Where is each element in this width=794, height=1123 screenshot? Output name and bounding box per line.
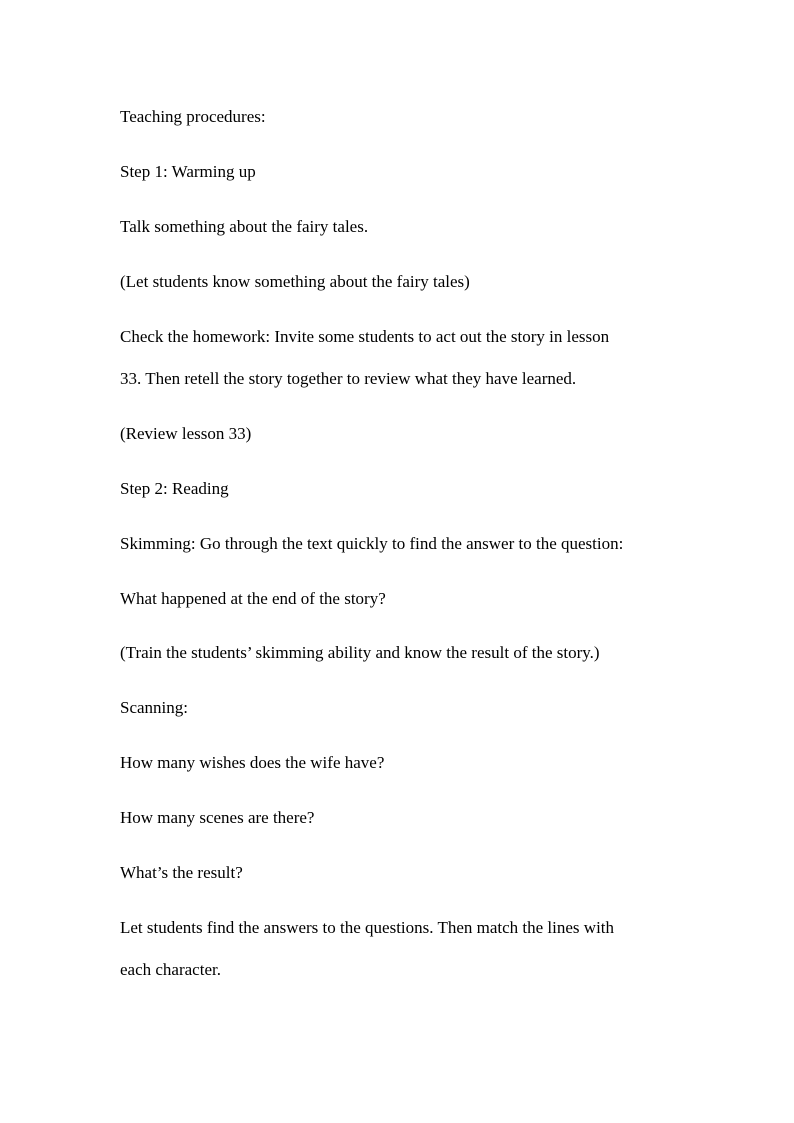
paragraph-line: Let students find the answers to the questions. Then match the lines with (120, 918, 615, 937)
paragraph-line: (Review lesson 33) (120, 424, 252, 443)
step-1-heading: Step 1: Warming up (120, 162, 256, 181)
step-2-heading: Step 2: Reading (120, 479, 229, 498)
paragraph-line: Scanning: (120, 698, 188, 717)
paragraph-line: each character. (120, 960, 221, 979)
paragraph-line: (Train the students’ skimming ability and know the result of the story.) (120, 643, 600, 662)
paragraph-line: (Let students know something about the fairy tales) (120, 272, 470, 291)
paragraph-line: Skimming: Go through the text quickly to find the answer to the question: (120, 534, 624, 553)
paragraph-line: Check the homework: Invite some students to act out the story in lesson (120, 327, 610, 346)
paragraph-line: What’s the result? (120, 863, 243, 882)
paragraph-line: How many wishes does the wife have? (120, 753, 385, 772)
section-heading-teaching-procedures: Teaching procedures: (120, 107, 266, 126)
paragraph-line: 33. Then retell the story together to review what they have learned. (120, 369, 577, 388)
paragraph-line: Talk something about the fairy tales. (120, 217, 369, 236)
paragraph-line: What happened at the end of the story? (120, 589, 386, 608)
paragraph-line: How many scenes are there? (120, 808, 315, 827)
